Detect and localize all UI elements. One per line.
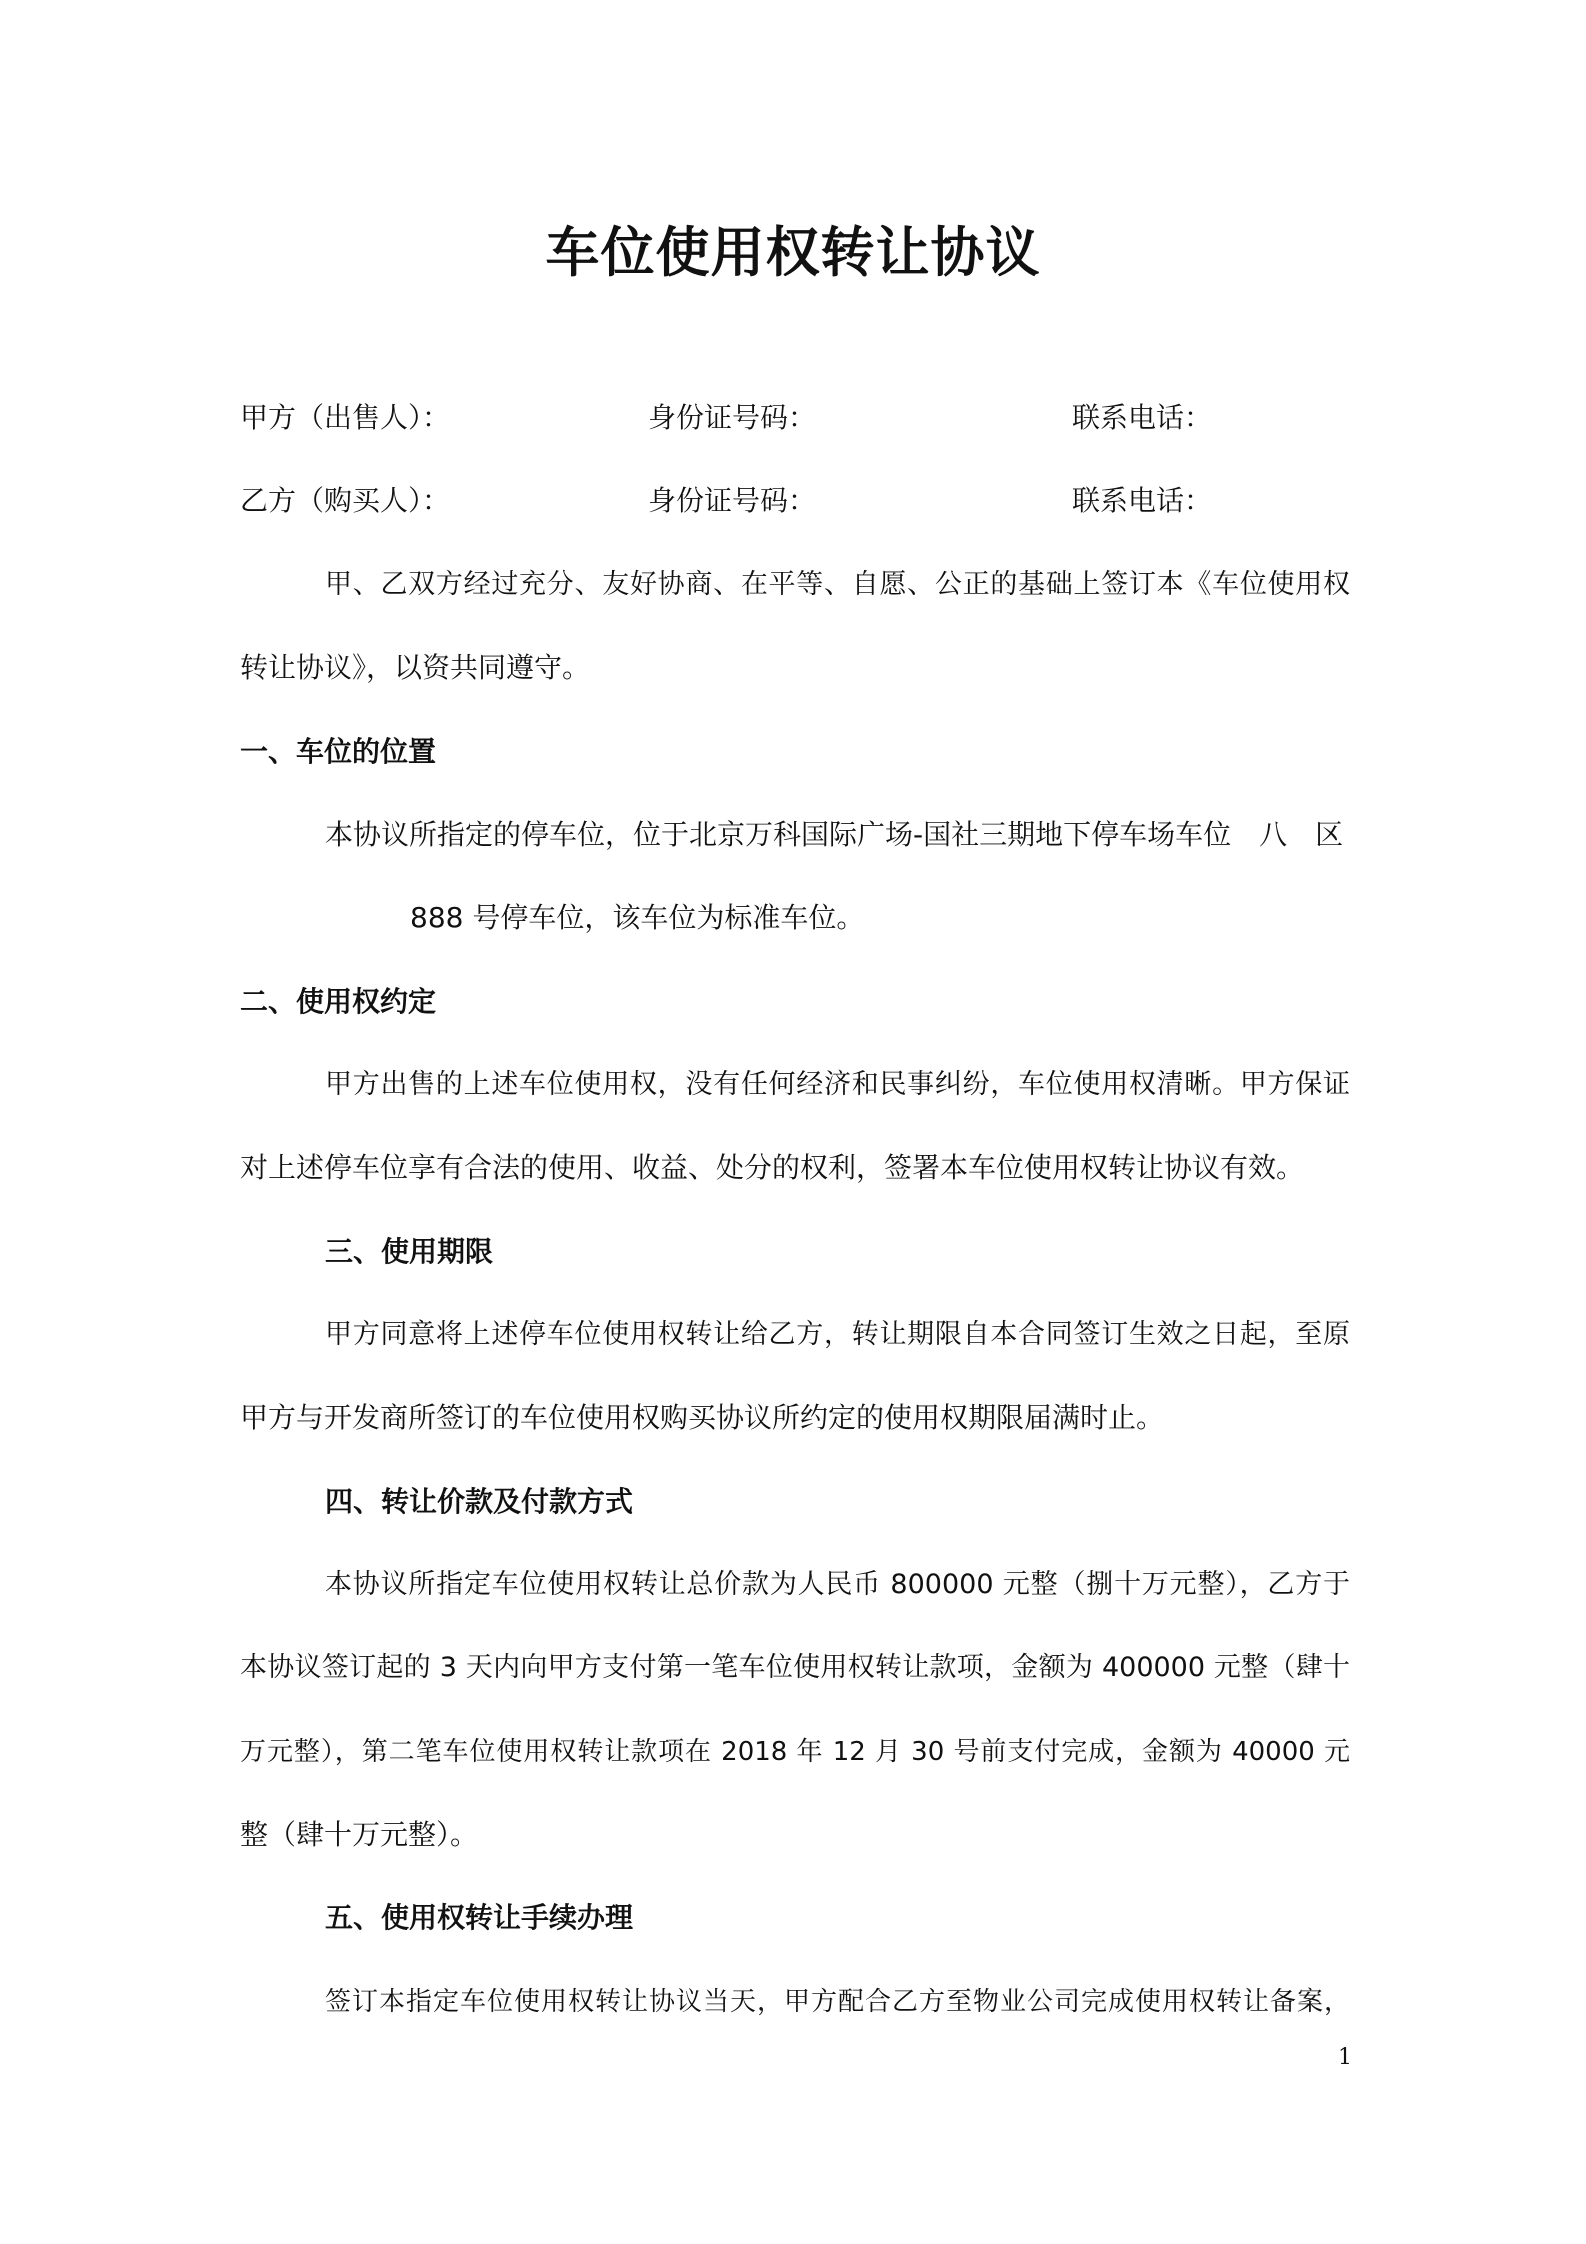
party-a-label: 甲方（出售人）： — [240, 401, 451, 434]
intro-line: 甲、乙双方经过充分、友好协商、在平等、自愿、公正的基础上签订本《车位使用权 — [325, 569, 1350, 600]
party-b-phone-label: 联系电话： — [1072, 484, 1213, 517]
section-line: 对上述停车位享有合法的使用、收益、处分的权利，签署本车位使用权转让协议有效。 — [240, 1151, 1305, 1184]
section-line: 甲方与开发商所签订的车位使用权购买协议所约定的使用权期限届满时止。 — [240, 1401, 1165, 1434]
document-title: 车位使用权转让协议 — [545, 221, 1041, 284]
section-line: 甲方出售的上述车位使用权，没有任何经济和民事纠纷，车位使用权清晰。甲方保证 — [325, 1069, 1350, 1100]
section-line: 甲方同意将上述停车位使用权转让给乙方，转让期限自本合同签订生效之日起，至原 — [325, 1319, 1350, 1350]
section-line: 888 号停车位，该车位为标准车位。 — [410, 901, 865, 934]
section-heading: 三、使用期限 — [325, 1235, 494, 1268]
section-heading: 二、使用权约定 — [240, 985, 437, 1018]
section-heading: 四、转让价款及付款方式 — [325, 1485, 634, 1518]
section-line: 本协议所指定的停车位，位于北京万科国际广场-国社三期地下停车场车位 八 区 — [325, 818, 1344, 851]
section-heading: 一、车位的位置 — [240, 735, 437, 768]
party-b-id-label: 身份证号码： — [648, 484, 817, 517]
section-line: 万元整），第二笔车位使用权转让款项在 2018 年 12 月 30 号前支付完成，金额为 40000 元 — [240, 1737, 1350, 1767]
party-a-phone-label: 联系电话： — [1072, 401, 1213, 434]
page-number: 1 — [1338, 2045, 1352, 2070]
section-line: 整（肆十万元整）。 — [240, 1818, 479, 1851]
party-b-label: 乙方（购买人）： — [240, 484, 451, 517]
section-line: 本协议签订起的 3 天内向甲方支付第一笔车位使用权转让款项，金额为 400000 元整（肆十 — [240, 1652, 1350, 1683]
section-line: 本协议所指定车位使用权转让总价款为人民币 800000 元整（捌十万元整），乙方于 — [325, 1569, 1350, 1600]
party-a-id-label: 身份证号码： — [648, 401, 817, 434]
intro-line: 转让协议》，以资共同遵守。 — [240, 651, 591, 684]
section-heading: 五、使用权转让手续办理 — [325, 1901, 634, 1934]
section-line: 签订本指定车位使用权转让协议当天，甲方配合乙方至物业公司完成使用权转让备案， — [325, 1987, 1350, 2017]
